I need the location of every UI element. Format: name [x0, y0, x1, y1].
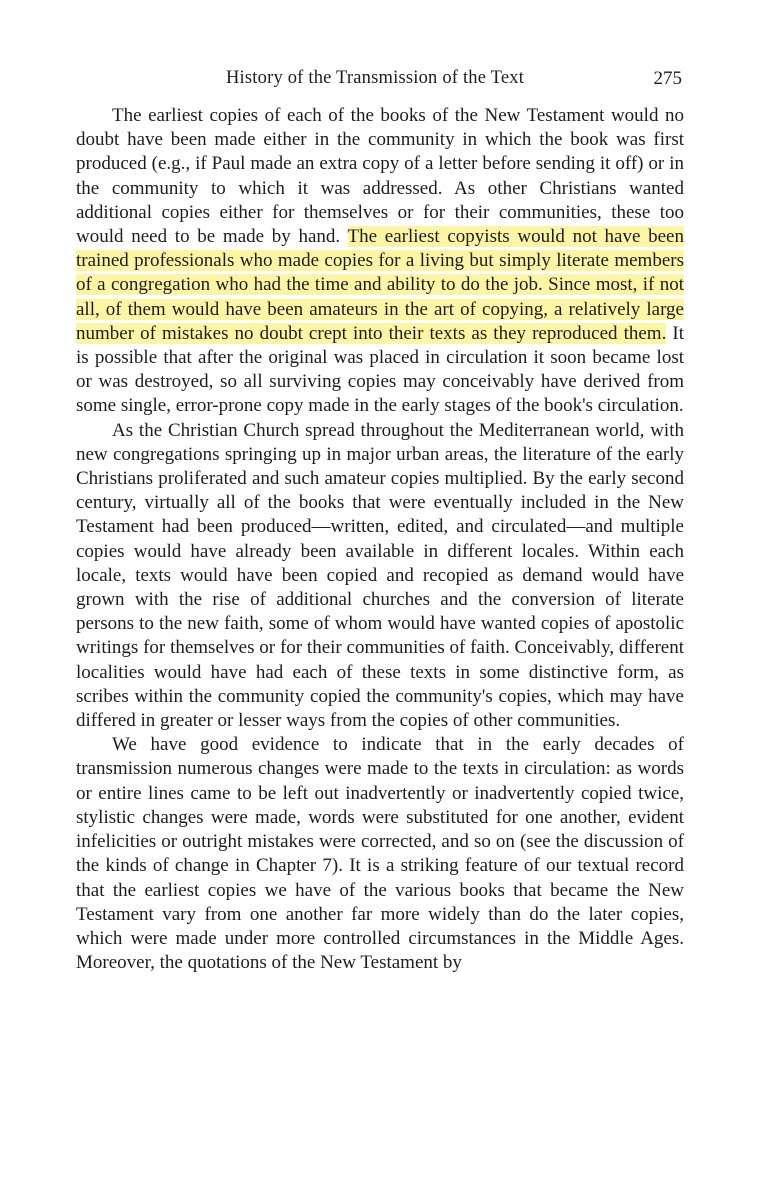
paragraph-2	[76, 419, 684, 734]
running-title: History of the Transmission of the Text	[226, 68, 525, 88]
highlighted-passage: The earliest copyists would not have been trained professionals who made copies for a living but simply literate members of a congregation who had the time and ability to do the job. Since most, if not all, of them would have been amateurs in the art of copying, a relatively large number of mistakes no doubt crept into their texts as they reproduced them.	[76, 226, 684, 344]
page-number: 275	[653, 68, 682, 89]
running-head	[76, 68, 682, 94]
paragraph-3-text: We have good evidence to indicate that in the early decades of transmission numerous changes were made to the texts in circulation: as words or entire lines came to be left out inadvertently or inadvertently copied twice, stylistic changes were made, words were substituted for one another, evident infelicities or outright mistakes were corrected, and so on (see the discussion of the kinds of change in Chapter 7). It is a striking feature of our textual record that the earliest copies we have of the various books that became the New Testament vary from one another far more widely than do the later copies, which were made under more controlled circumstances in the Middle Ages. Moreover, the quotations of the New Testament by	[76, 734, 684, 974]
body-text	[76, 104, 684, 975]
paragraph-1-text-before-highlight: The earliest copies of each of the books of the New Testament would no doubt have been made either in the community in which the book was first produced (e.g., if Paul made an extra copy of a letter before sending it off) or in the community to which it was addressed. As other Christians wanted additional copies either for themselves or for their communities, these too would need to be made by hand.	[76, 105, 684, 248]
paragraph-1	[76, 104, 684, 419]
paragraph-3	[76, 733, 684, 975]
paragraph-1-text-after-highlight: It is possible that after the original was placed in circulation it soon became lost or was destroyed, so all surviving copies may conceivably have derived from some single, error-prone copy made in the early stages of the book's circulation.	[76, 322, 684, 417]
paragraph-2-text: As the Christian Church spread throughout the Mediterranean world, with new congregations springing up in major urban areas, the literature of the early Christians proliferated and such amateur copies multiplied. By the early second century, virtually all of the books that were eventually included in the New Testament had been produced—written, edited, and circulated—and multiple copies would have already been available in different locales. Within each locale, texts would have been copied and recopied as demand would have grown with the rise of additional churches and the conversion of literate persons to the new faith, some of whom would have wanted copies of apostolic writings for themselves or for their communities of faith. Conceivably, different localities would have had each of these texts in some distinctive form, as scribes within the community copied the community's copies, which may have differed in greater or lesser ways from the copies of other communities.	[76, 419, 684, 732]
